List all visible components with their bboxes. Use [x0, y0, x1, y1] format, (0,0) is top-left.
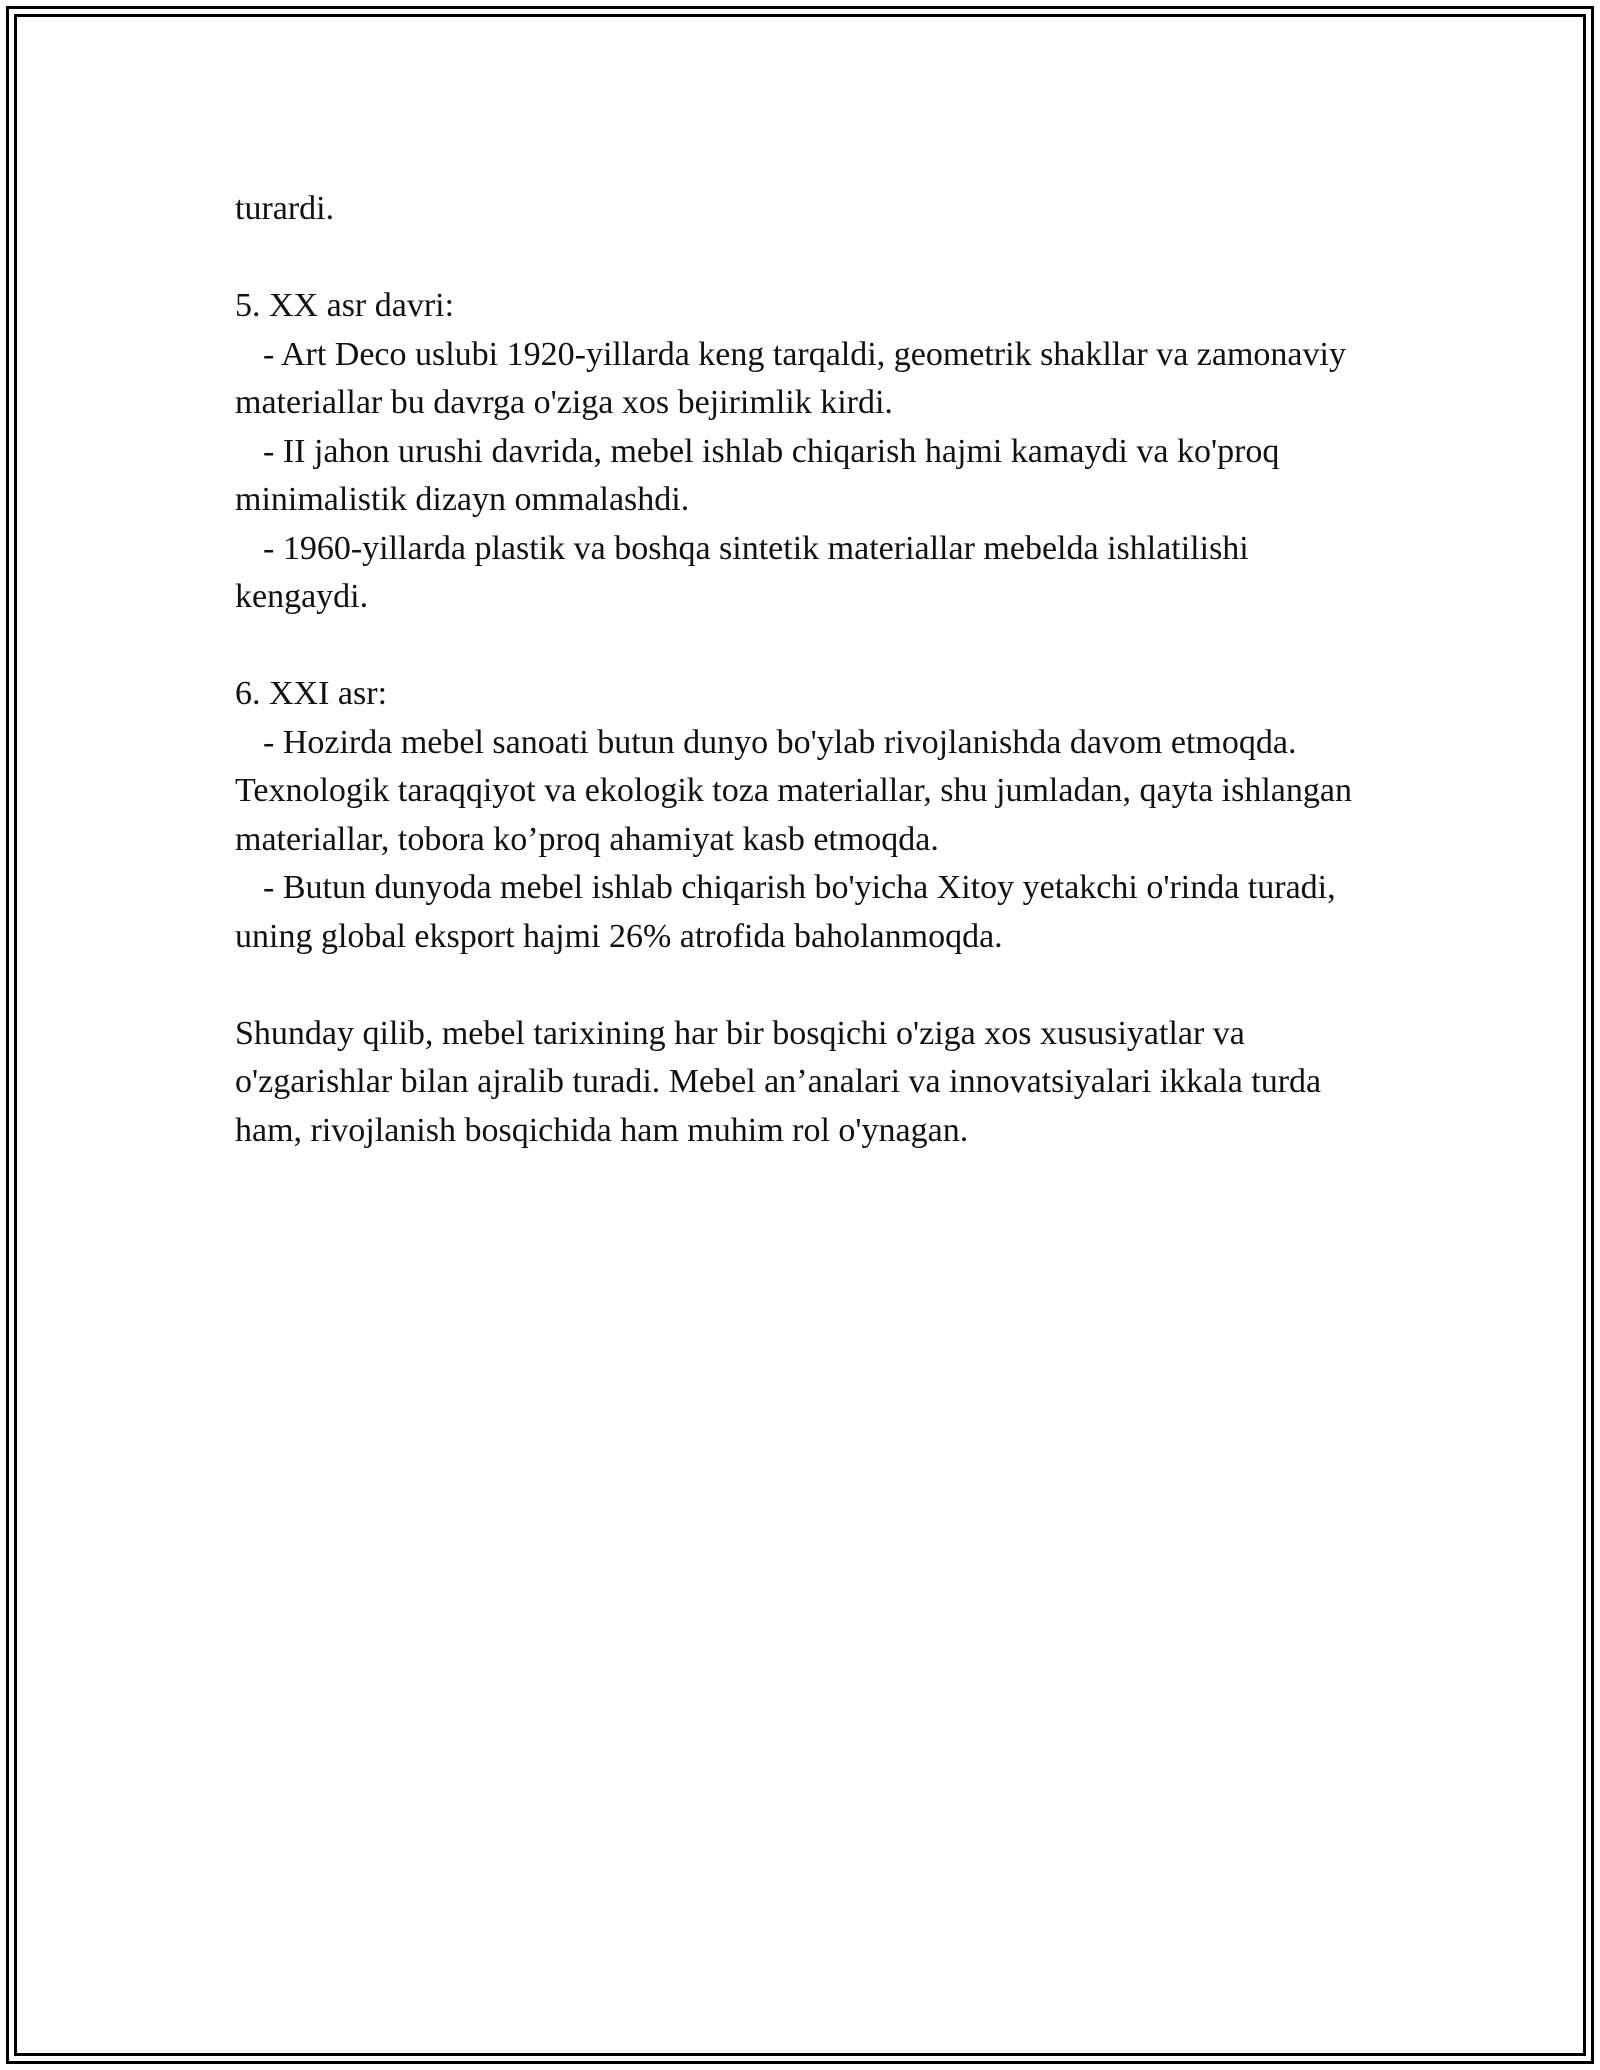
section-heading: 6. XXI asr: [235, 675, 388, 712]
section-bullet: - Art Deco uslubi 1920-yillarda keng tarqaldi, geometrik shakllar va zamonaviy materiallar bu davrga o'ziga xos bejirimlik kirdi. [235, 335, 1346, 421]
section-bullet: - 1960-yillarda plastik va boshqa sintetik materiallar mebelda ishlatilishi kengaydi. [235, 529, 1249, 615]
section-bullet: - Butun dunyoda mebel ishlab chiqarish bo'yicha Xitoy yetakchi o'rinda turadi, uning global eksport hajmi 26% atrofida baholanmoqda. [235, 869, 1336, 955]
intro-tail-text: turardi. [235, 190, 335, 227]
section-20th-century [235, 282, 1385, 622]
section-bullet: - Hozirda mebel sanoati butun dunyo bo'ylab rivojlanishda davom etmoqda. Texnologik taraqqiyot va ekologik toza materiallar, shu jumladan, qayta ishlangan materiallar, tobora ko’proq ahamiyat kasb etmoqda. [235, 723, 1352, 858]
section-heading: 5. XX asr davri: [235, 287, 455, 324]
conclusion-text: Shunday qilib, mebel tarixining har bir bosqichi o'ziga xos xususiyatlar va o'zgarishlar bilan ajralib turadi. Mebel an’analari va innovatsiyalari ikkala turda ham, rivojlanish bosqichida ham muhim rol o'ynagan. [235, 1014, 1322, 1149]
intro-tail-paragraph [235, 185, 1385, 234]
section-21st-century [235, 670, 1385, 961]
document-body [235, 185, 1385, 1204]
conclusion-paragraph [235, 1010, 1385, 1156]
section-bullet: - II jahon urushi davrida, mebel ishlab chiqarish hajmi kamaydi va ko'proq minimalistik dizayn ommalashdi. [235, 432, 1280, 518]
